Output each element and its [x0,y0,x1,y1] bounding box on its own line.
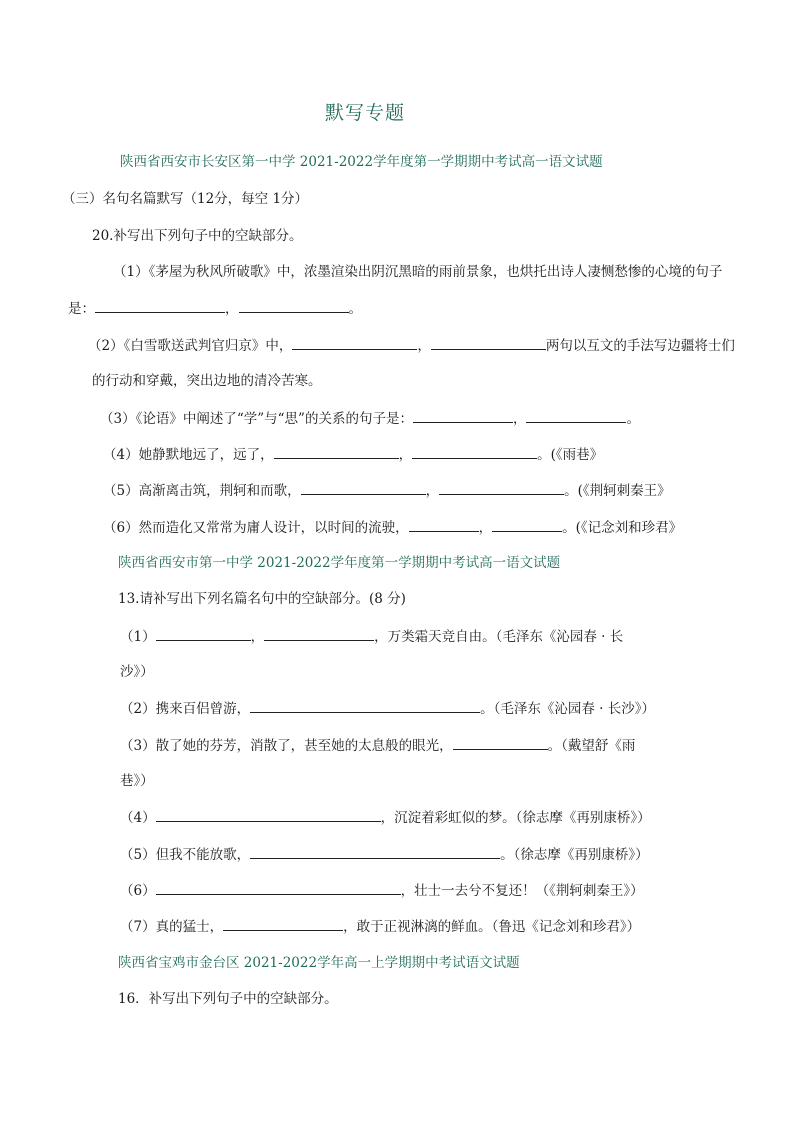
answer-blank[interactable] [413,408,513,423]
section-source-1: 陕西省西安市长安区第一中学 2021-2022学年度第一学期期中考试高一语文试题 [120,154,603,170]
item-text: ，敢于正视淋漓的鲜血。（鲁迅《记念刘和珍君》） [343,919,641,935]
item-20-5 [103,480,671,501]
answer-blank[interactable] [453,735,548,750]
punct: 。 [626,411,640,427]
item-13-4 [120,807,651,828]
answer-blank[interactable] [264,626,374,641]
item-text: 。（徐志摩《再别康桥》） [500,847,649,863]
answer-blank[interactable] [301,480,426,495]
item-text: 。(《记念刘和珍君》 [562,520,683,536]
page-title: 默写专题 [324,102,405,124]
answer-blank[interactable] [156,626,251,641]
item-text: 是： [68,301,95,317]
answer-blank[interactable] [250,698,480,713]
question-13: 13.请补写出下列名篇名句中的空缺部分。(8 分) [118,591,406,607]
section-heading-1: （三）名句名篇默写（12分，每空 1分） [62,191,309,207]
item-13-1-line1 [120,626,623,647]
item-text: （5）高渐离击筑，荆轲和而歌， [103,483,301,499]
punct: ， [417,338,431,354]
item-text: （5）但我不能放歌， [120,847,251,863]
item-text: 。（毛泽东《沁园春 · 长沙》） [480,701,655,717]
answer-blank[interactable] [239,298,349,313]
question-20: 20.补写出下列句子中的空缺部分。 [92,228,303,244]
item-13-1-line2: 沙》） [120,664,154,680]
item-text: 。（戴望舒《雨 [547,738,636,754]
answer-blank[interactable] [156,807,381,822]
punct: ， [250,629,265,645]
item-text: ，沉淀着彩虹似的梦。（徐志摩《再别康桥》） [380,810,651,826]
punct: ， [425,483,440,499]
punct: ， [478,520,493,536]
answer-blank[interactable] [526,408,626,423]
question-16: 16．补写出下列句子中的空缺部分。 [118,991,338,1007]
answer-blank[interactable] [492,517,562,532]
answer-blank[interactable] [292,335,417,350]
item-13-7 [120,916,640,937]
item-13-6 [120,880,644,901]
item-13-3-line2: 巷》） [120,773,154,789]
item-text: （6） [120,883,156,899]
item-text: （3）散了她的芬芳，消散了，甚至她的太息般的眼光， [120,738,453,754]
item-text: ，壮士一去兮不复还！（《荆轲刺秦王》） [400,883,644,899]
item-text: 两句以互文的手法写边疆将士们 [545,338,735,354]
item-text: （7）真的猛士， [120,919,224,935]
item-20-2-line2: 的行动和穿戴，突出边地的清冷苦寒。 [92,373,322,389]
punct: ， [225,301,239,317]
item-text: （6）然而造化又常常为庸人设计，以时间的流驶， [103,520,409,536]
answer-blank[interactable] [409,517,479,532]
item-20-3 [100,408,640,429]
answer-blank[interactable] [156,880,401,895]
item-20-6 [103,517,682,538]
item-13-5 [120,844,649,865]
item-20-1-line1: （1）《茅屋为秋风所破歌》中，浓墨渲染出阴沉黑暗的雨前景象，也烘托出诗人凄恻愁惨的心境的句子 [113,264,723,280]
answer-blank[interactable] [250,844,500,859]
item-20-2-line1 [88,335,735,356]
punct: ， [512,411,527,427]
item-20-4 [103,444,603,465]
item-13-2 [120,698,655,719]
item-text: （2）《白雪歌送武判官归京》中， [88,338,293,354]
item-text: （1） [120,629,156,645]
item-text: ，万类霜天竞自由。（毛泽东《沁园春 · 长 [374,629,624,645]
answer-blank[interactable] [223,916,343,931]
answer-blank[interactable] [412,444,537,459]
item-text: 。(《荆轲刺秦王》 [564,483,671,499]
punct: ， [398,447,413,463]
item-text: 。(《雨巷》 [537,447,604,463]
item-text: （3）《论语》中阐述了“学”与“思”的关系的句子是： [100,411,413,427]
section-source-2: 陕西省西安市第一中学 2021-2022学年度第一学期期中考试高一语文试题 [118,555,561,571]
answer-blank[interactable] [431,335,546,350]
item-20-1-line2 [68,298,362,319]
section-source-3: 陕西省宝鸡市金台区 2021-2022学年高一上学期期中考试语文试题 [118,955,520,971]
answer-blank[interactable] [95,298,225,313]
item-text: （4）她静默地远了，远了， [103,447,274,463]
item-13-3-line1 [120,735,635,756]
item-text: （4） [120,810,156,826]
answer-blank[interactable] [274,444,399,459]
answer-blank[interactable] [439,480,564,495]
item-text: （2）携来百侣曾游， [120,701,251,717]
punct: 。 [348,301,362,317]
